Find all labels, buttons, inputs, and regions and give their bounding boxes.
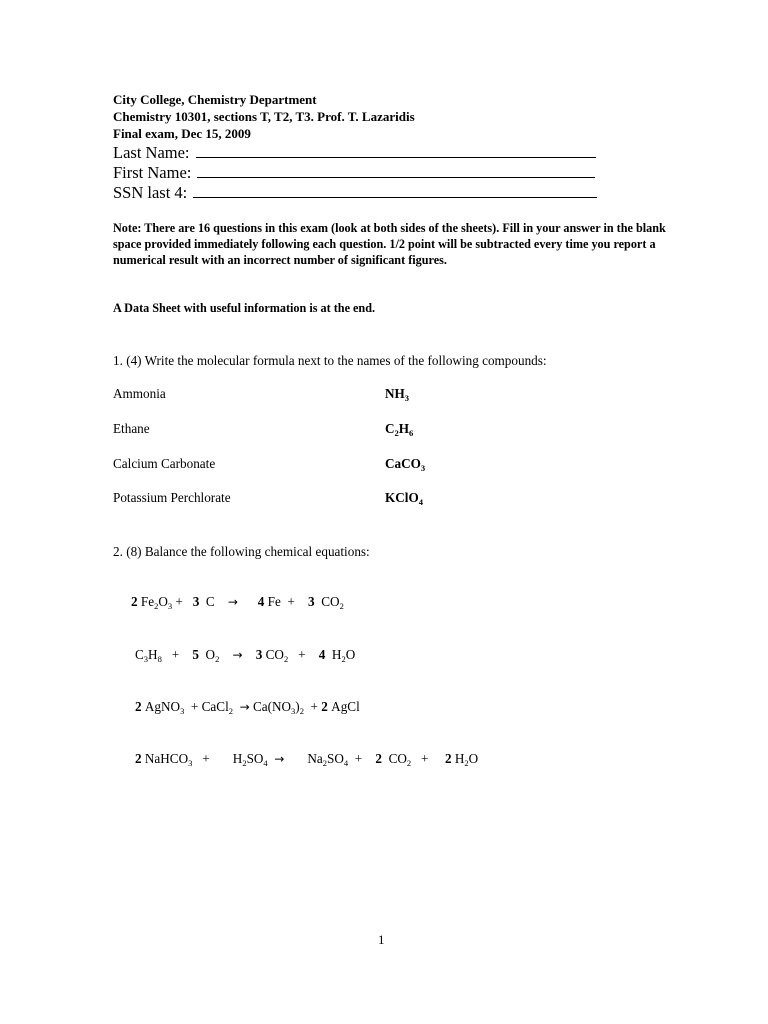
ssn-field[interactable] xyxy=(113,183,597,203)
compound-formula: CaCO$_3$ xyxy=(385,456,426,473)
header-institution: City College, Chemistry Department xyxy=(113,92,317,107)
question-1-prompt: 1. (4) Write the molecular formula next to the names of the following compounds: xyxy=(113,353,547,368)
data-sheet-note: A Data Sheet with useful information is at the end. xyxy=(113,301,376,315)
exam-note: Note: There are 16 questions in this exam (look at both sides of the sheets). Fill in your answer in the blank space provided immediately following each question. 1/2 point will be subtracted every time you report a numerical result with an incorrect number of significant figures. xyxy=(113,221,666,267)
reaction-arrow-icon: → xyxy=(232,648,243,662)
first-name-label: First Name: xyxy=(113,163,192,182)
compound-formula: KClO$_4$ xyxy=(385,490,423,507)
reaction-arrow-icon: → xyxy=(274,752,285,766)
equation-1: 2 $Fe_2O_3$ + 3 C → 4 Fe + 3 $CO_2$ xyxy=(131,594,344,611)
page-number: 1 xyxy=(378,932,385,947)
ssn-label: SSN last 4: xyxy=(113,183,188,202)
compound-formula: $C_2H_6$ xyxy=(385,421,414,438)
last-name-label: Last Name: xyxy=(113,143,190,162)
compound-name: Calcium Carbonate xyxy=(113,456,216,471)
ssn-blank[interactable] xyxy=(193,183,597,198)
equation-3: 2 AgNO$_3$ + CaCl$_2$ → $Ca(NO_3)_2 + 2$ AgCl xyxy=(135,699,360,716)
reaction-arrow-icon: → xyxy=(227,595,238,609)
question-2-prompt: 2. (8) Balance the following chemical equations: xyxy=(113,544,370,559)
first-name-field[interactable] xyxy=(113,163,595,183)
last-name-field[interactable] xyxy=(113,143,596,163)
header-course: Chemistry 10301, sections T, T2, T3. Prof. T. Lazaridis xyxy=(113,109,415,124)
last-name-blank[interactable] xyxy=(196,143,596,158)
compound-name: Potassium Perchlorate xyxy=(113,490,231,505)
equation-4: 2 NaHCO$_3$ + $H_2SO_4$ → $Na_2SO_4$ + 2 $CO_2$ + 2 $H_2O$ xyxy=(135,751,479,768)
compound-name: Ammonia xyxy=(113,386,166,401)
header-exam-date: Final exam, Dec 15, 2009 xyxy=(113,126,251,141)
compound-name: Ethane xyxy=(113,421,150,436)
compound-formula: $NH_3$ xyxy=(385,386,410,403)
reaction-arrow-icon: → xyxy=(239,700,250,714)
first-name-blank[interactable] xyxy=(197,163,595,178)
equation-2: $C_3H_8$ + 5 $O_2$ → 3 $CO_2$ + 4 $H_2O$ xyxy=(135,647,356,664)
